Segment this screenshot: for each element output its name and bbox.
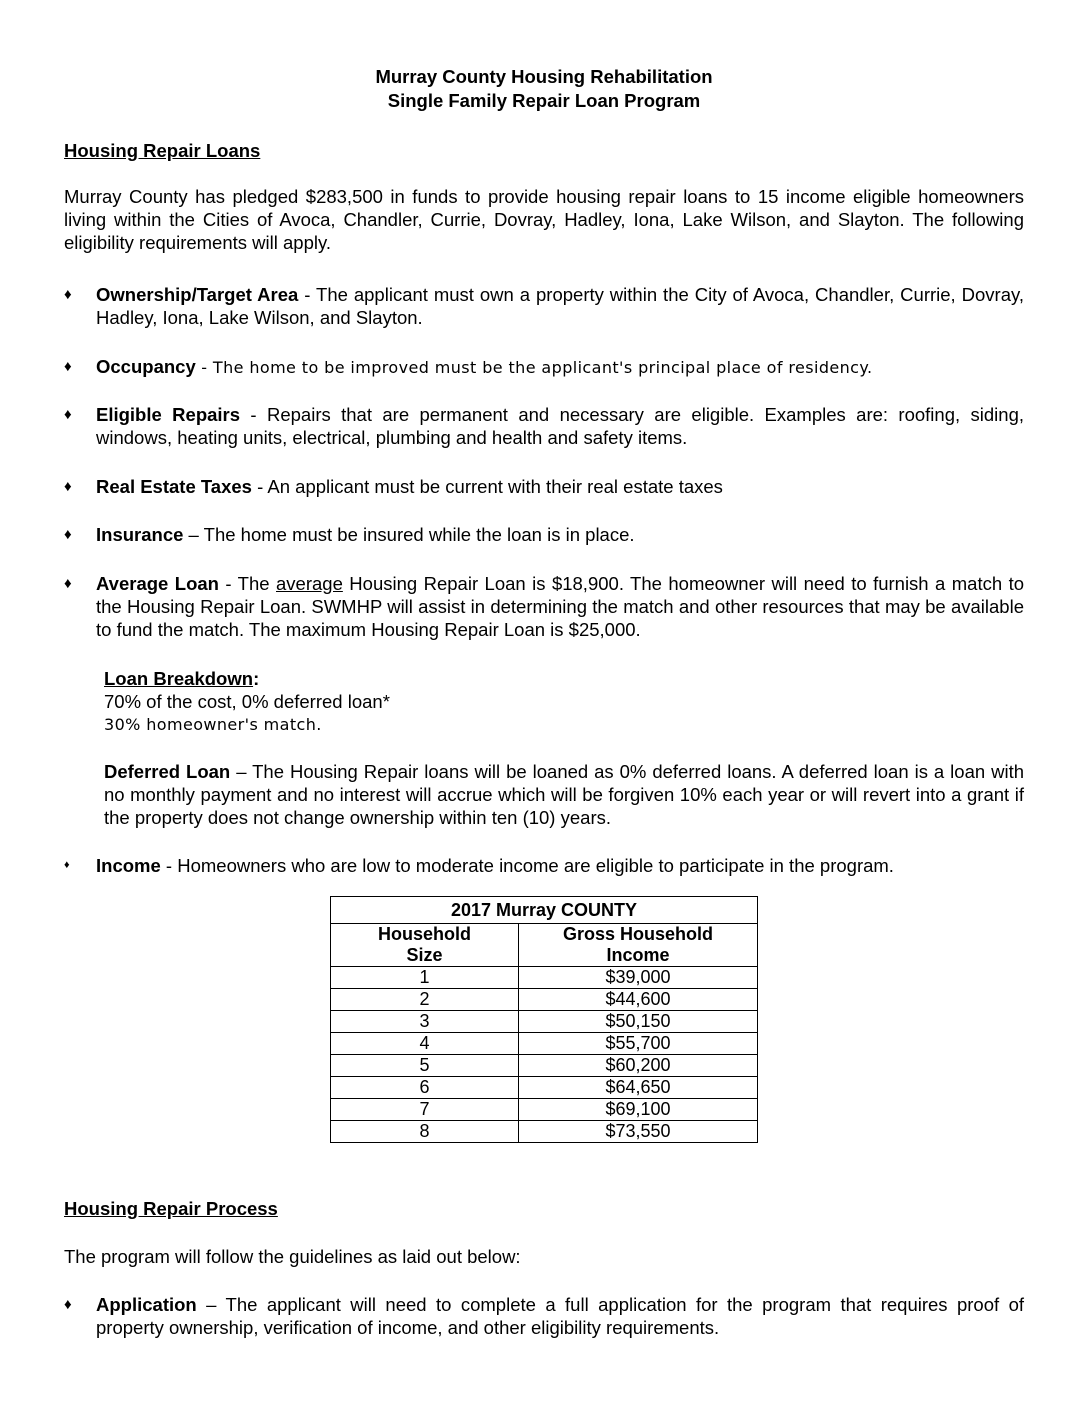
deferred-loan-paragraph: Deferred Loan – The Housing Repair loans will be loaned as 0% deferred loans. A deferred loan is a loan with no monthly payment and no interest will accrue which will be forgiven 10% each year or will revert into a grant if the property does not change ownership within ten (10) years. <box>104 761 1025 828</box>
loan-breakdown: Loan Breakdown: 70% of the cost, 0% deferred loan* 30% homeowner's match. <box>104 667 1024 736</box>
document-page: Murray County Housing Rehabilitation Single Family Repair Loan Program Housing Repair Loans Murray County has pledged $283,500 in funds to provide housing repair loans to 15 income eligible homeowners living within the Cities of Avoca, Chandler, Currie, Dovray, Hadley, Iona, Lake Wilson, and Slayton. The following eligibility requirements will apply. ♦ Ownership/Target Area - The applicant must own a property within the City of Avoca, Chandler, Currie, Dovray, Hadley, Iona, Lake Wilson, and Slayton. ♦ Occupancy - The home to be improved must be the applicant's principal place of residency. ♦ Eligible Repairs - Repairs that are permanent and necessary are eligible. Examples are: roofing, siding, windows, heating units, electrical, plumbing and health and safety items. ♦ Real Estate Taxes - An applicant must be current with their real estate taxes ♦ Insurance – The home must be insured while the loan is in place. ♦ Average Loan - The average Housing Repair Loan is $18,900. The homeowner will need to furnish a match to the Housing Repair Loan. SWMHP will assist in determining the match and other resources that may be available to fund the match. The maximum Housing Repair Loan is $25,000. Loan Breakdown: 70% of the cost, 0% deferred loan* 30% homeowner's match. Deferred Loan – The Housing Repair loans will be loaned as 0% deferred loans. A deferred loan is a loan with no monthly payment and no interest will accrue which will be forgiven 10% each year or will revert into a grant if the property does not change ownership within ten (10) years. ♦ Income - Homeowners who are low to moderate income are eligible to participate in the program. 2017 Murray COUNTY Household Size Gross Household Income 1 $39,000 2 $44,600 3 $50,150 4 $55,700 5 $60,200 6 $64,650 7 $69,100 8 $73,550 Housing Repair Process The program will follow the guidelines as laid out below: ♦ Application – The applicant will need to complete a full application for the program that requires proof of property ownership, verification of income, and other eligibility requirements. <box>0 0 1088 1408</box>
bullet-label: Real Estate Taxes <box>96 476 252 497</box>
diamond-bullet-icon: ♦ <box>64 478 72 495</box>
document-title-line1: Murray County Housing Rehabilitation <box>375 66 713 87</box>
bullet-text: – The applicant will need to complete a full application for the program that requires proof of property ownership, verification of income, and other eligibility requirements. <box>96 1294 1024 1338</box>
bullet-label: Insurance <box>96 524 184 545</box>
table-row: 6 $64,650 <box>331 1077 758 1099</box>
table-row: 1 $39,000 <box>331 967 758 989</box>
table-row: 3 $50,150 <box>331 1011 758 1033</box>
diamond-bullet-icon: ♦ <box>64 286 72 303</box>
bullet-label: Occupancy <box>96 356 196 377</box>
bullet-label: Average Loan <box>96 573 219 594</box>
section-heading-repair-loans: Housing Repair Loans <box>64 140 261 161</box>
table-row: 2 $44,600 <box>331 989 758 1011</box>
loan-breakdown-line1: 70% of the cost, 0% deferred loan* <box>104 691 390 712</box>
diamond-bullet-icon: ♦ <box>64 859 70 871</box>
table-row: 7 $69,100 <box>331 1099 758 1121</box>
loan-breakdown-line2: 30% homeowner's match. <box>104 715 322 734</box>
emphasis-average: average <box>276 573 343 594</box>
bullet-label: Eligible Repairs <box>96 404 241 425</box>
diamond-bullet-icon: ♦ <box>64 406 72 423</box>
table-row: 8 $73,550 <box>331 1121 758 1143</box>
column-header-gross-income: Gross Household Income <box>519 924 758 967</box>
bullet-label: Application <box>96 1294 197 1315</box>
loan-breakdown-heading: Loan Breakdown <box>104 668 254 689</box>
table-row: 5 $60,200 <box>331 1055 758 1077</box>
bullet-text: - An applicant must be current with their real estate taxes <box>251 476 723 497</box>
bullet-label: Income <box>96 855 161 876</box>
diamond-bullet-icon: ♦ <box>64 575 72 592</box>
bullet-text: - The home to be improved must be the applicant's principal place of residency. <box>195 358 873 377</box>
bullet-text: – The home must be insured while the loan is in place. <box>183 524 635 545</box>
table-caption: 2017 Murray COUNTY <box>331 897 758 924</box>
bullet-label: Ownership/Target Area <box>96 284 299 305</box>
diamond-bullet-icon: ♦ <box>64 526 72 543</box>
bullet-text: - Repairs that are permanent and necessary are eligible. Examples are: roofing, siding, windows, heating units, electrical, plumbing and health and safety items. <box>96 404 1024 448</box>
intro-paragraph: Murray County has pledged $283,500 in funds to provide housing repair loans to 15 income eligible homeowners living within the Cities of Avoca, Chandler, Currie, Dovray, Hadley, Iona, Lake Wilson, and Slayton. The following eligibility requirements will apply. <box>64 186 1024 253</box>
table-row: 4 $55,700 <box>331 1033 758 1055</box>
bullet-text: - The applicant must own a property within the City of Avoca, Chandler, Currie, Dovray, Hadley, Iona, Lake Wilson, and Slayton. <box>96 284 1024 328</box>
diamond-bullet-icon: ♦ <box>64 1296 72 1313</box>
income-limits-table <box>330 896 758 1143</box>
column-header-household-size: Household Size <box>331 924 519 967</box>
deferred-loan-label: Deferred Loan <box>104 761 231 782</box>
document-title-line2: Single Family Repair Loan Program <box>387 90 701 111</box>
diamond-bullet-icon: ♦ <box>64 358 72 375</box>
bullet-text: - Homeowners who are low to moderate income are eligible to participate in the program. <box>160 855 894 876</box>
section-heading-repair-process: Housing Repair Process <box>64 1198 278 1219</box>
process-intro: The program will follow the guidelines as laid out below: <box>64 1246 521 1267</box>
